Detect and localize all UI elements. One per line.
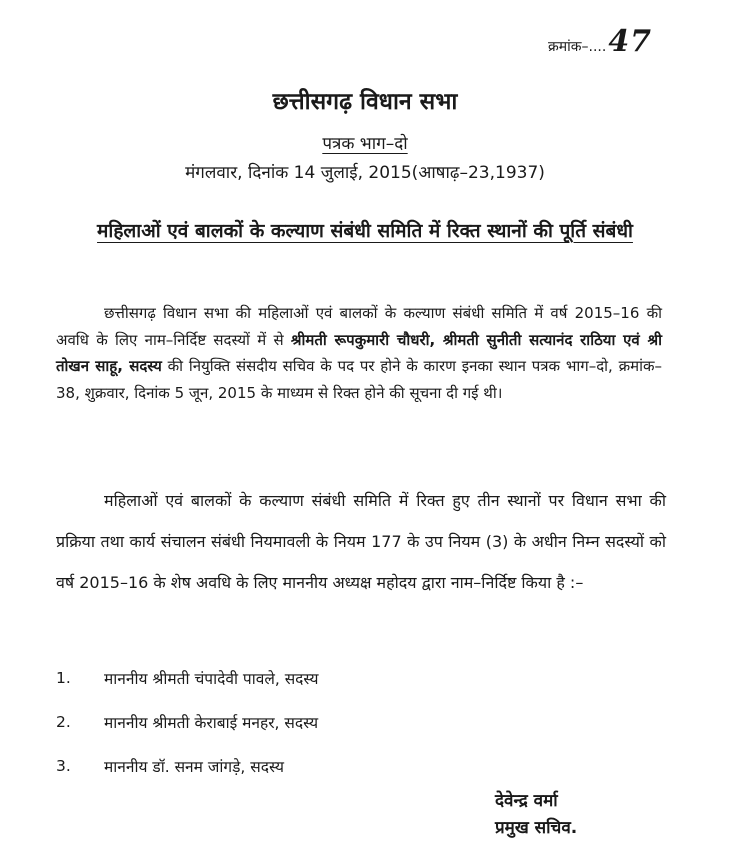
- list-item-name: माननीय डॉ. सनम जांगड़े, सदस्य: [104, 758, 284, 776]
- list-item: [56, 700, 656, 744]
- list-item-number: 3.: [56, 757, 71, 775]
- serial-number-handwritten: 47: [608, 24, 653, 59]
- subject-heading-text: महिलाओं एवं बालकों के कल्याण संबंधी समिति में रिक्त स्थानों की पूर्ति संबंधी: [97, 220, 633, 242]
- list-item: [56, 744, 656, 788]
- member-list: [56, 656, 656, 788]
- serial-number-label: क्रमांक–....: [548, 39, 607, 55]
- paragraph-notice-text-b: की नियुक्ति संसदीय सचिव के पद पर होने के कारण इनका स्थान पत्रक भाग–दो, क्रमांक–38, शुक्रवार, दिनांक 5 जून, 2015 के माध्यम से रिक्त होने की सूचना दी गई थी।: [56, 357, 662, 402]
- serial-number: [548, 24, 653, 59]
- paragraph-notice-text-a: छत्तीसगढ़ विधान सभा की महिलाओं एवं बालकों के कल्याण संबंधी समिति में वर्ष 2015–16 की अवधि के लिए नाम–निर्दिष्ट सदस्यों में से: [56, 304, 662, 349]
- paragraph-notice-members: श्रीमती रूपकुमारी चौधरी, श्रीमती सुनीती सत्यानंद राठिया एवं श्री तोखन साहू, सदस्य: [56, 330, 662, 375]
- paragraph-nomination-text: महिलाओं एवं बालकों के कल्याण संबंधी समिति में रिक्त हुए तीन स्थानों पर विधान सभा की प्रक्रिया तथा कार्य संचालन संबंधी नियमावली के नियम 177 के उप नियम (3) के अधीन निम्न सदस्यों को वर्ष 2015–16 के शेष अवधि के लिए माननीय अध्यक्ष महोदय द्वारा नाम–निर्दिष्ट किया है :–: [56, 491, 666, 592]
- patrak-part-label: पत्रक भाग–दो: [322, 134, 408, 154]
- paragraph-notice: [56, 300, 662, 406]
- signature-block: [495, 788, 577, 842]
- patrak-part: [0, 131, 730, 154]
- subject-heading: [40, 214, 690, 248]
- list-item: [56, 656, 656, 700]
- list-item-name: माननीय श्रीमती चंपादेवी पावले, सदस्य: [104, 670, 319, 688]
- list-item-number: 2.: [56, 713, 71, 731]
- document-title: छत्तीसगढ़ विधान सभा: [272, 89, 458, 115]
- signatory-name: देवेन्द्र वर्मा: [495, 791, 558, 811]
- signatory-designation: प्रमुख सचिव.: [495, 818, 578, 838]
- list-item-number: 1.: [56, 669, 71, 687]
- paragraph-nomination: [56, 480, 666, 603]
- date-line: मंगलवार, दिनांक 14 जुलाई, 2015(आषाढ़–23,1937): [185, 163, 545, 183]
- list-item-name: माननीय श्रीमती केराबाई मनहर, सदस्य: [104, 714, 319, 732]
